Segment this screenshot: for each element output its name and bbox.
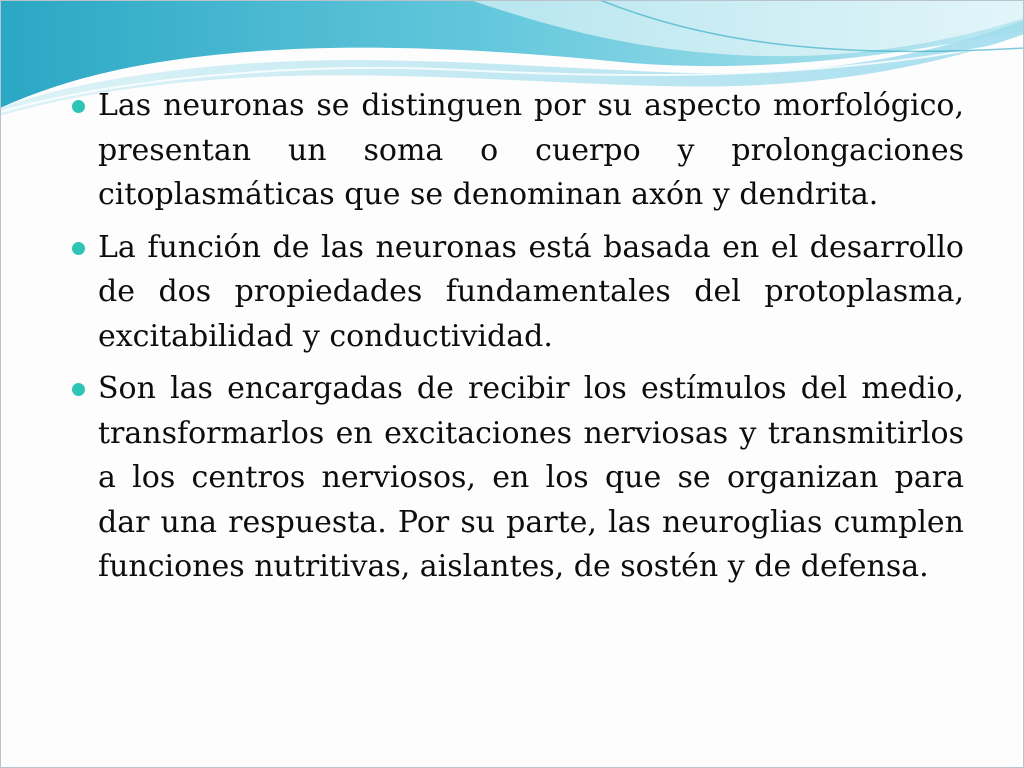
teal-dot-bullet-icon	[72, 383, 85, 396]
bullet-item	[66, 84, 964, 218]
bullet-item	[66, 226, 964, 360]
teal-dot-bullet-icon	[72, 242, 85, 255]
slide-body	[66, 84, 964, 598]
bullet-text: La función de las neuronas está basada en el desarrollo de dos propiedades fundamentales del protoplasma, excitabilidad y conductividad.	[98, 229, 964, 354]
bullet-list	[66, 84, 964, 590]
bullet-item	[66, 367, 964, 590]
bullet-text: Las neuronas se distinguen por su aspecto morfológico, presentan un soma o cuerpo y prolongaciones citoplasmáticas que se denominan axón y dendrita.	[98, 88, 964, 212]
bullet-text: Son las encargadas de recibir los estímulos del medio, transformarlos en excitaciones nerviosas y transmitirlos a los centros nerviosos, en los que se organizan para dar una respuesta. Por su parte, las neuroglias cumplen funciones nutritivas, aislantes, de sostén y de defensa.	[98, 371, 964, 584]
teal-dot-bullet-icon	[72, 100, 85, 113]
